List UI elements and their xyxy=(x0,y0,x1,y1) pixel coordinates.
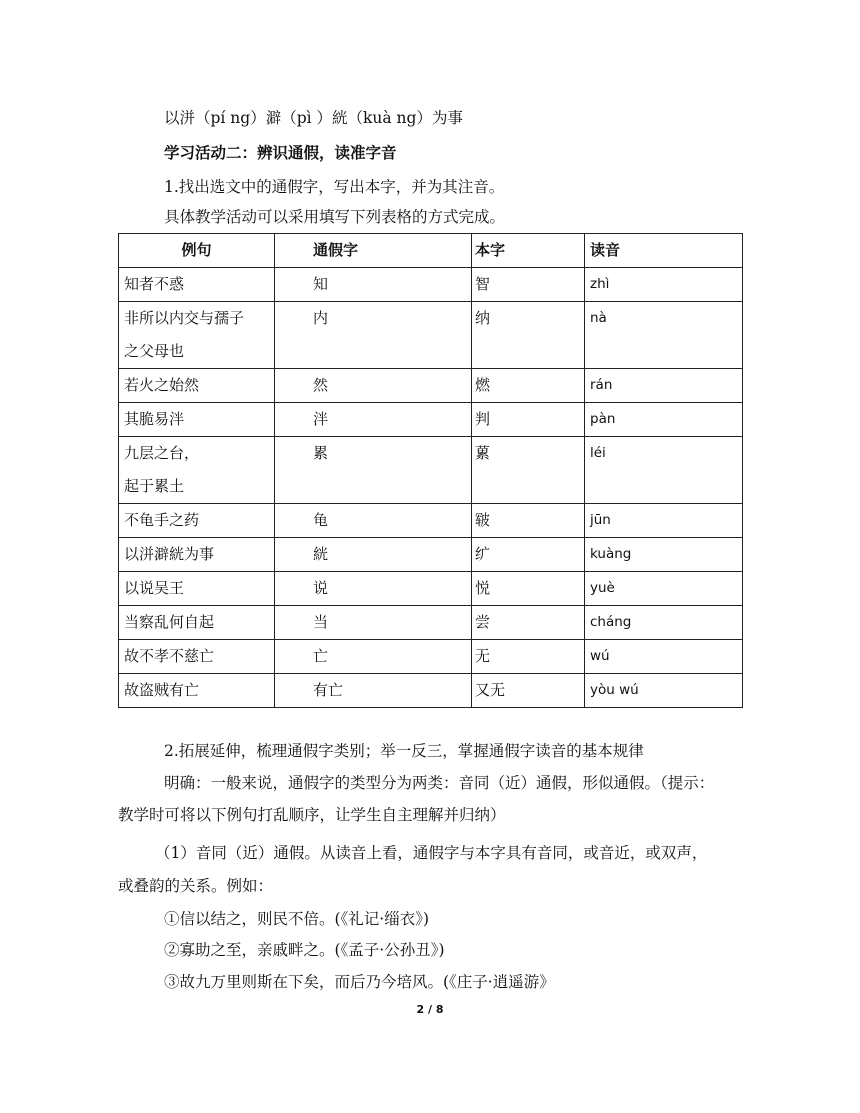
cell-orig: 无 xyxy=(472,640,585,674)
cell-sentence xyxy=(119,302,275,369)
header-sentence: 例句 xyxy=(119,234,275,268)
cell-char: 知 xyxy=(275,268,472,302)
table-header-row xyxy=(119,234,743,268)
cell-orig: 智 xyxy=(472,268,585,302)
cell-pinyin: yòu wú xyxy=(585,674,743,708)
table-row xyxy=(119,268,743,302)
cell-char: 泮 xyxy=(275,403,472,437)
cell-orig: 又无 xyxy=(472,674,585,708)
example-item: ①信以结之，则民不倍。(《礼记·缁衣》) xyxy=(164,910,430,928)
cell-sentence-line1: 非所以内交与孺子 xyxy=(124,309,245,327)
cell-pinyin: wú xyxy=(585,640,743,674)
cell-pinyin: cháng xyxy=(585,606,743,640)
example-item: ③故九万里则斯在下矣，而后乃今培风。(《庄子·逍遥游》 xyxy=(164,973,555,991)
table-row xyxy=(119,403,743,437)
cell-sentence: 故不孝不慈亡 xyxy=(119,640,275,674)
table-row xyxy=(119,674,743,708)
cell-sentence: 故盗贼有亡 xyxy=(119,674,275,708)
cell-sentence: 当察乱何自起 xyxy=(119,606,275,640)
cell-char: 说 xyxy=(275,572,472,606)
cell-sentence: 知者不惑 xyxy=(119,268,275,302)
cell-pinyin: rán xyxy=(585,369,743,403)
cell-char: 有亡 xyxy=(275,674,472,708)
step1-text: 1.找出选文中的通假字，写出本字，并为其注音。 xyxy=(164,178,505,196)
table-row xyxy=(119,504,743,538)
cell-sentence: 若火之始然 xyxy=(119,369,275,403)
step2-text: 2.拓展延伸，梳理通假字类别；举一反三，掌握通假字读音的基本规律 xyxy=(164,742,644,760)
header-pinyin: 读音 xyxy=(585,234,743,268)
cell-char: 然 xyxy=(275,369,472,403)
cell-sentence xyxy=(119,437,275,504)
clarify-line2: 教学时可将以下例句打乱顺序，让学生自主理解并归纳） xyxy=(118,806,506,824)
header-original-char: 本字 xyxy=(472,234,585,268)
table-row xyxy=(119,538,743,572)
cell-sentence: 以洴澼絖为事 xyxy=(119,538,275,572)
step1-note: 具体教学活动可以采用填写下列表格的方式完成。 xyxy=(164,208,506,226)
page-number: 2 / 8 xyxy=(416,1003,444,1016)
cell-sentence-line2: 起于累土 xyxy=(124,477,185,495)
example-item: ②寡助之至，亲戚畔之。(《孟子·公孙丑》) xyxy=(164,941,445,959)
cell-orig: 蔂 xyxy=(472,437,585,504)
table-row xyxy=(119,369,743,403)
cell-sentence: 以说吴王 xyxy=(119,572,275,606)
cell-sentence: 其脆易泮 xyxy=(119,403,275,437)
table-row xyxy=(119,572,743,606)
cell-pinyin: jūn xyxy=(585,504,743,538)
cell-char: 累 xyxy=(275,437,472,504)
top-line: 以洴（pí ng）澼（pì ）絖（kuà ng）为事 xyxy=(164,109,463,127)
cell-orig: 判 xyxy=(472,403,585,437)
cell-char: 絖 xyxy=(275,538,472,572)
cell-sentence-line2: 之父母也 xyxy=(124,342,185,360)
clarify-line1: 明确：一般来说，通假字的类型分为两类：音同（近）通假，形似通假。（提示： xyxy=(164,774,715,792)
cell-char: 龟 xyxy=(275,504,472,538)
cell-orig: 皲 xyxy=(472,504,585,538)
tongjia-table xyxy=(118,233,743,708)
cell-pinyin: nà xyxy=(585,302,743,369)
table-row xyxy=(119,302,743,369)
cell-sentence: 不龟手之药 xyxy=(119,504,275,538)
cell-char: 亡 xyxy=(275,640,472,674)
activity-title: 学习活动二：辨识通假，读准字音 xyxy=(164,144,397,162)
cell-char: 内 xyxy=(275,302,472,369)
header-tongjia-char: 通假字 xyxy=(275,234,472,268)
cell-orig: 纳 xyxy=(472,302,585,369)
table-row xyxy=(119,437,743,504)
table-row xyxy=(119,640,743,674)
cell-orig: 尝 xyxy=(472,606,585,640)
cell-orig: 纩 xyxy=(472,538,585,572)
cell-orig: 悦 xyxy=(472,572,585,606)
cell-char: 当 xyxy=(275,606,472,640)
cell-sentence-line1: 九层之台， xyxy=(124,444,200,462)
cell-pinyin: kuàng xyxy=(585,538,743,572)
type1-line2: 或叠韵的关系。例如： xyxy=(118,877,274,895)
cell-pinyin: zhì xyxy=(585,268,743,302)
cell-pinyin: pàn xyxy=(585,403,743,437)
cell-pinyin: léi xyxy=(585,437,743,504)
table-row xyxy=(119,606,743,640)
cell-pinyin: yuè xyxy=(585,572,743,606)
cell-orig: 燃 xyxy=(472,369,585,403)
type1-line1: （1）音同（近）通假。从读音上看，通假字与本字具有音同，或音近，或双声， xyxy=(155,844,708,862)
